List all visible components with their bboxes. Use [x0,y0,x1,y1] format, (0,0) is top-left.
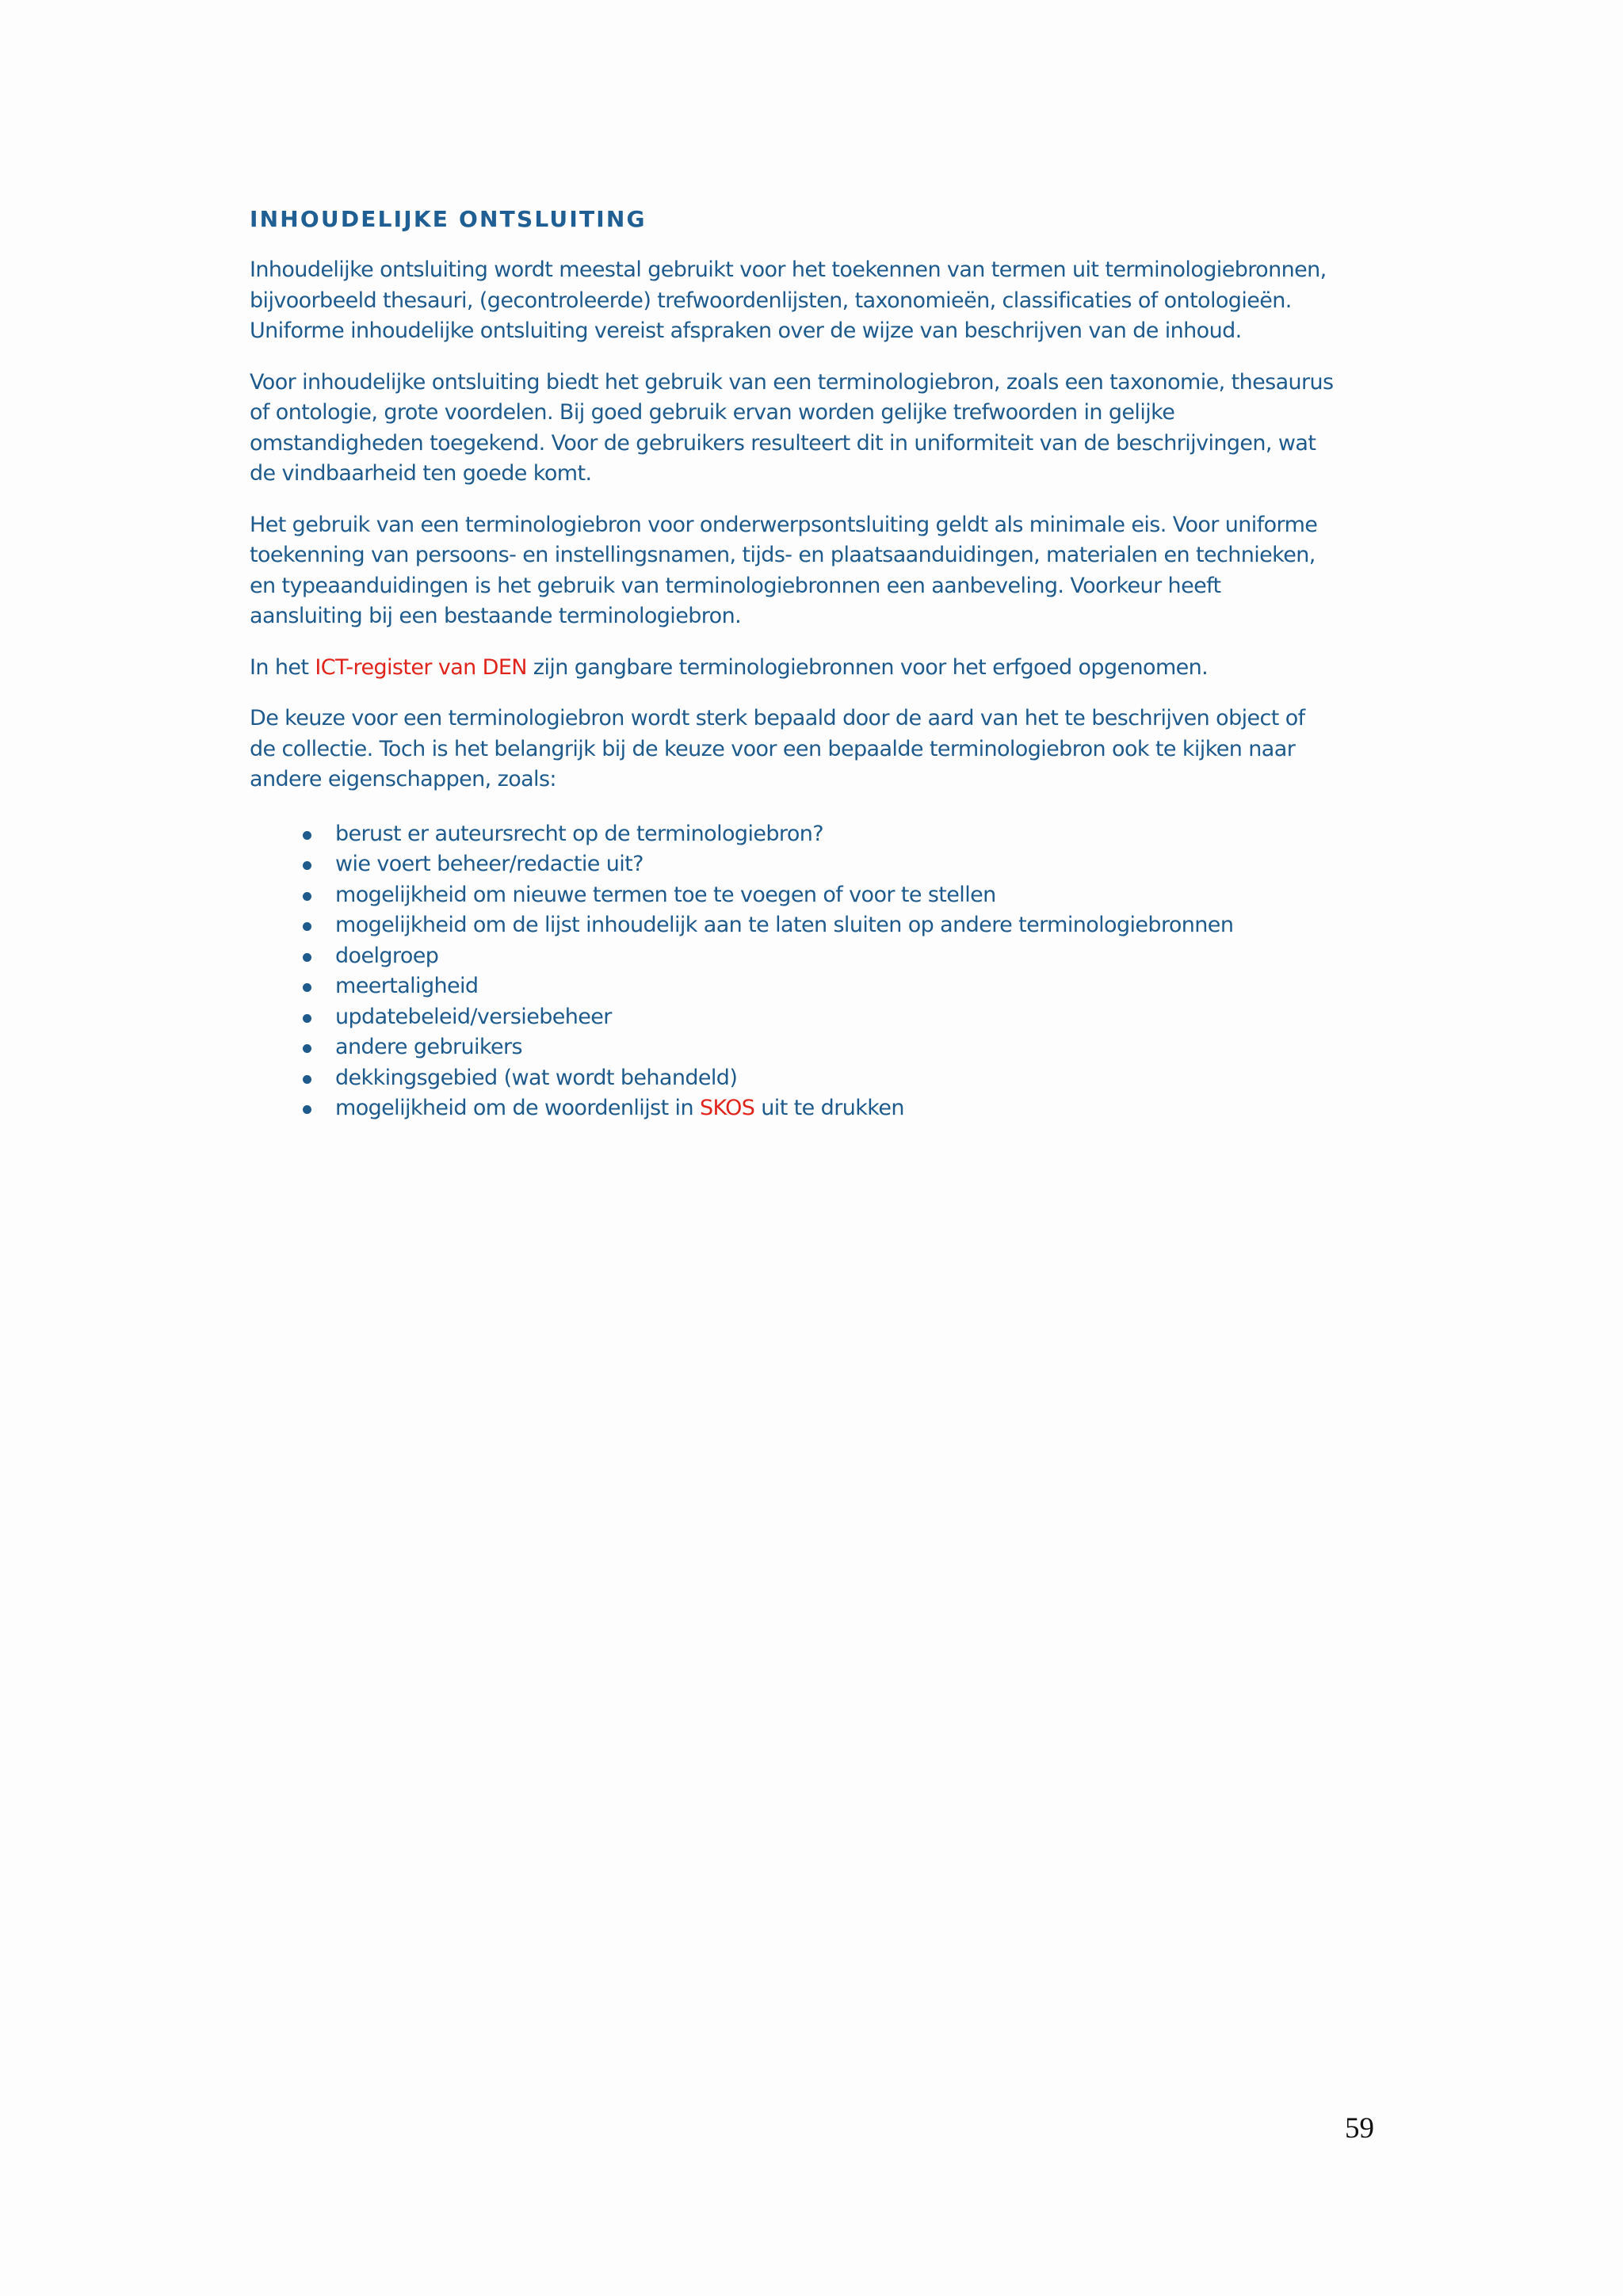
page-number: 59 [1345,2112,1374,2145]
paragraph-1: Inhoudelijke ontsluiting wordt meestal gebruikt voor het toekennen van termen uit terminologiebronnen, bijvoorbeeld thesauri, (gecontroleerde) trefwoordenlijsten, taxonomieën, classificaties of ontologieën. Uniforme inhoudelijke ontsluiting vereist afspraken over de wijze van beschrijven van de inhoud. [250,257,1327,343]
list-item-text: wie voert beheer/redactie uit? [335,852,643,876]
paragraph-2: Voor inhoudelijke ontsluiting biedt het gebruik van een terminologiebron, zoals een taxonomie, thesaurus of ontologie, grote voordelen. Bij goed gebruik ervan worden gelijke trefwoorden in gelijke omstandigheden toegekend. Voor de gebruikers resulteert dit in uniformiteit van de beschrijvingen, wat de vindbaarheid ten goede komt. [250,369,1334,486]
ict-register-link[interactable]: ICT-register van DEN [315,654,527,680]
list-item [335,819,1335,850]
bullet-icon [303,831,311,840]
paragraph-4-text-end: zijn gangbare terminologiebronnen voor het erfgoed opgenomen. [526,654,1209,680]
list-item [335,941,1335,972]
list-item-text: meertaligheid [335,974,479,998]
bullet-icon [303,983,311,992]
paragraph-4 [250,653,1335,684]
list-item-text: mogelijkheid om de lijst inhoudelijk aan te laten sluiten op andere terminologiebronnen [335,913,1234,937]
list-item-text: dekkingsgebied (wat wordt behandeld) [335,1065,738,1090]
properties-list [250,819,1335,1124]
bullet-icon [303,922,311,931]
paragraph-5: De keuze voor een terminologiebron wordt sterk bepaald door de aard van het te beschrijven object of de collectie. Toch is het belangrijk bij de keuze voor een bepaalde terminologiebron ook te kijken naar andere eigenschappen, zoals: [250,706,1305,791]
bullet-icon [303,1105,311,1114]
bullet-icon [303,953,311,962]
list-item [335,1093,1335,1124]
list-item [335,1002,1335,1033]
list-item [335,910,1335,941]
list-item-text: berust er auteursrecht op de terminologiebron? [335,821,823,846]
list-item [335,1063,1335,1094]
bullet-icon [303,1075,311,1084]
list-item-text: doelgroep [335,943,439,968]
paragraph-3: Het gebruik van een terminologiebron voor onderwerpsontsluiting geldt als minimale eis. Voor uniforme toekenning van persoons- en instellingsnamen, tijds- en plaatsaanduidingen, materialen en technieken, en typeaanduidingen is het gebruik van terminologiebronnen een aanbeveling. Voorkeur heeft aansluiting bij een bestaande terminologiebron. [250,512,1318,628]
list-item-text-end: uit te drukken [754,1096,904,1120]
skos-link[interactable]: SKOS [699,1096,755,1120]
bullet-icon [303,892,311,901]
list-item-text: updatebeleid/versiebeheer [335,1004,612,1029]
page-content [250,204,1335,1124]
list-item [335,971,1335,1002]
list-item-text: mogelijkheid om nieuwe termen toe te voegen of voor te stellen [335,882,996,907]
list-item-text: andere gebruikers [335,1035,522,1059]
list-item-text-start: mogelijkheid om de woordenlijst in [335,1096,700,1120]
paragraph-4-text-start: In het [250,654,315,680]
list-item [335,849,1335,880]
bullet-icon [303,861,311,870]
bullet-icon [303,1014,311,1023]
list-item [335,1032,1335,1063]
list-item [335,880,1335,911]
bullet-icon [303,1044,311,1053]
section-heading: INHOUDELIJKE ONTSLUITING [250,206,647,232]
